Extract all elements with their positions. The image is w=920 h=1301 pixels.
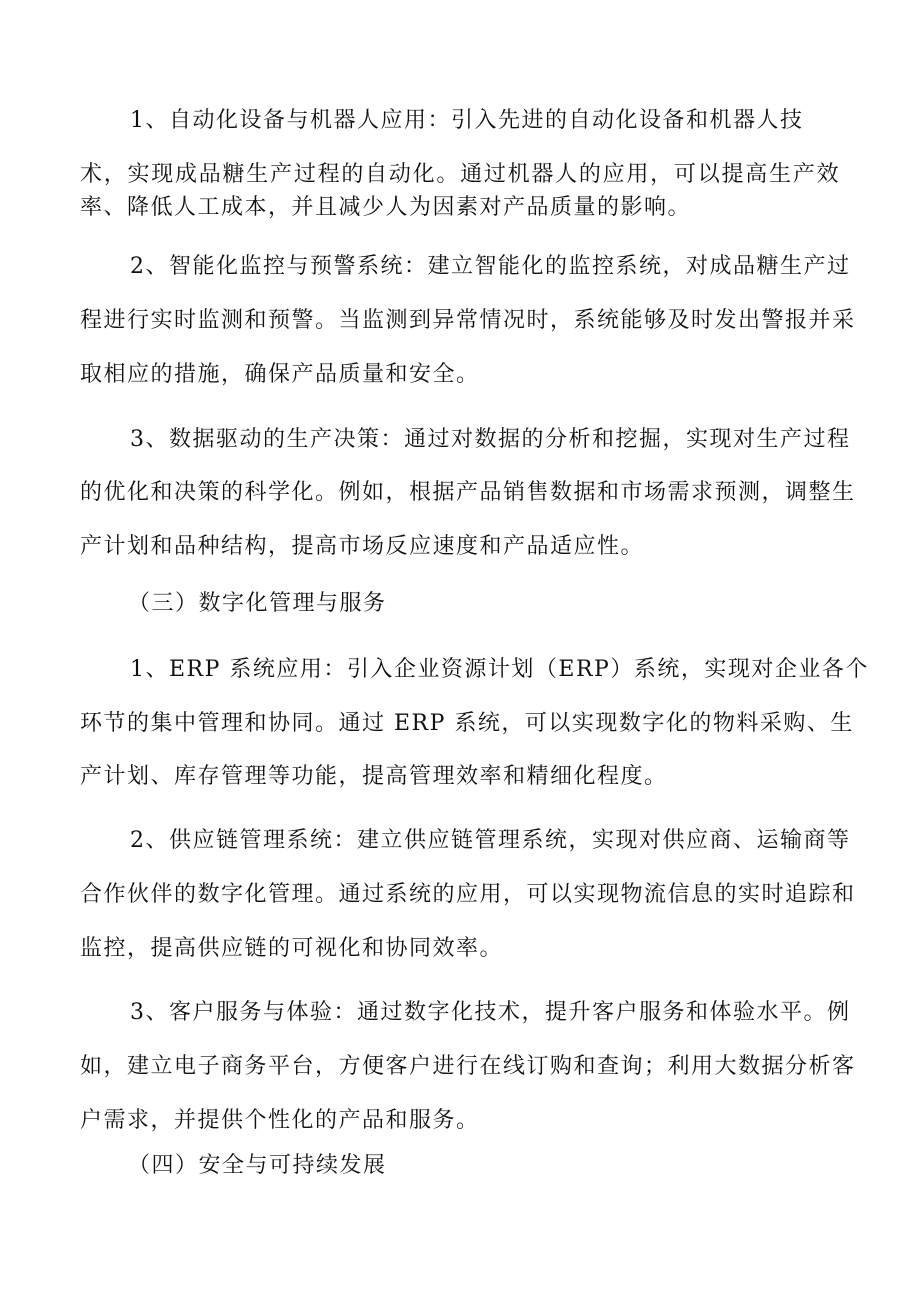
- text-line: 取相应的措施，确保产品质量和安全。: [80, 362, 480, 387]
- section-heading-4: [128, 1151, 920, 1181]
- text-line: 环节的集中管理和协同。通过 ERP 系统，可以实现数字化的物料采购、生: [80, 711, 854, 736]
- section-heading: （三）数字化管理与服务: [128, 591, 387, 616]
- paragraph-5-line-3: [80, 934, 920, 964]
- paragraph-1-line-2: [80, 160, 920, 190]
- paragraph-2-line-2: [80, 306, 920, 336]
- paragraph-6-line-2: [80, 1052, 920, 1082]
- paragraph-2-line-1: [130, 252, 920, 282]
- paragraph-5-line-2: [80, 880, 920, 910]
- paragraph-2-line-3: [80, 360, 920, 390]
- paragraph-3-line-1: [130, 425, 920, 455]
- text-line: 术，实现成品糖生产过程的自动化。通过机器人的应用，可以提高生产效: [80, 162, 840, 187]
- paragraph-4-line-1: [130, 655, 920, 685]
- text-line: 率、降低人工成本，并且减少人为因素对产品质量的影响。: [80, 195, 692, 220]
- text-line: 3、数据驱动的生产决策：通过对数据的分析和挖掘，实现对生产过程: [130, 427, 851, 452]
- paragraph-5-line-1: [130, 826, 920, 856]
- paragraph-6-line-3: [80, 1106, 920, 1136]
- text-line: 2、供应链管理系统：建立供应链管理系统，实现对供应商、运输商等: [130, 828, 851, 853]
- text-line: 程进行实时监测和预警。当监测到异常情况时，系统能够及时发出警报并采: [80, 308, 856, 333]
- paragraph-1-line-3: [80, 193, 920, 223]
- text-line: 2、智能化监控与预警系统：建立智能化的监控系统，对成品糖生产过: [130, 254, 851, 279]
- paragraph-3-line-2: [80, 478, 920, 508]
- text-line: 产计划、库存管理等功能，提高管理效率和精细化程度。: [80, 764, 668, 789]
- section-heading-3: [128, 589, 920, 619]
- text-line: 的优化和决策的科学化。例如，根据产品销售数据和市场需求预测，调整生: [80, 480, 856, 505]
- paragraph-4-line-2: [80, 709, 920, 739]
- text-line: 1、自动化设备与机器人应用：引入先进的自动化设备和机器人技: [130, 108, 804, 133]
- text-line: 合作伙伴的数字化管理。通过系统的应用，可以实现物流信息的实时追踪和: [80, 882, 856, 907]
- section-heading: （四）安全与可持续发展: [128, 1153, 387, 1178]
- paragraph-3-line-3: [80, 532, 920, 562]
- text-line: 产计划和品种结构，提高市场反应速度和产品适应性。: [80, 534, 645, 559]
- paragraph-4-line-3: [80, 762, 920, 792]
- paragraph-6-line-1: [130, 998, 920, 1028]
- paragraph-1-line-1: [130, 106, 920, 136]
- text-line: 户需求，并提供个性化的产品和服务。: [80, 1108, 480, 1133]
- text-line: 3、客户服务与体验：通过数字化技术，提升客户服务和体验水平。例: [130, 1000, 851, 1025]
- text-line: 1、ERP 系统应用：引入企业资源计划（ERP）系统，实现对企业各个: [130, 657, 869, 682]
- text-line: 如，建立电子商务平台，方便客户进行在线订购和查询；利用大数据分析客: [80, 1054, 856, 1079]
- text-line: 监控，提高供应链的可视化和协同效率。: [80, 936, 504, 961]
